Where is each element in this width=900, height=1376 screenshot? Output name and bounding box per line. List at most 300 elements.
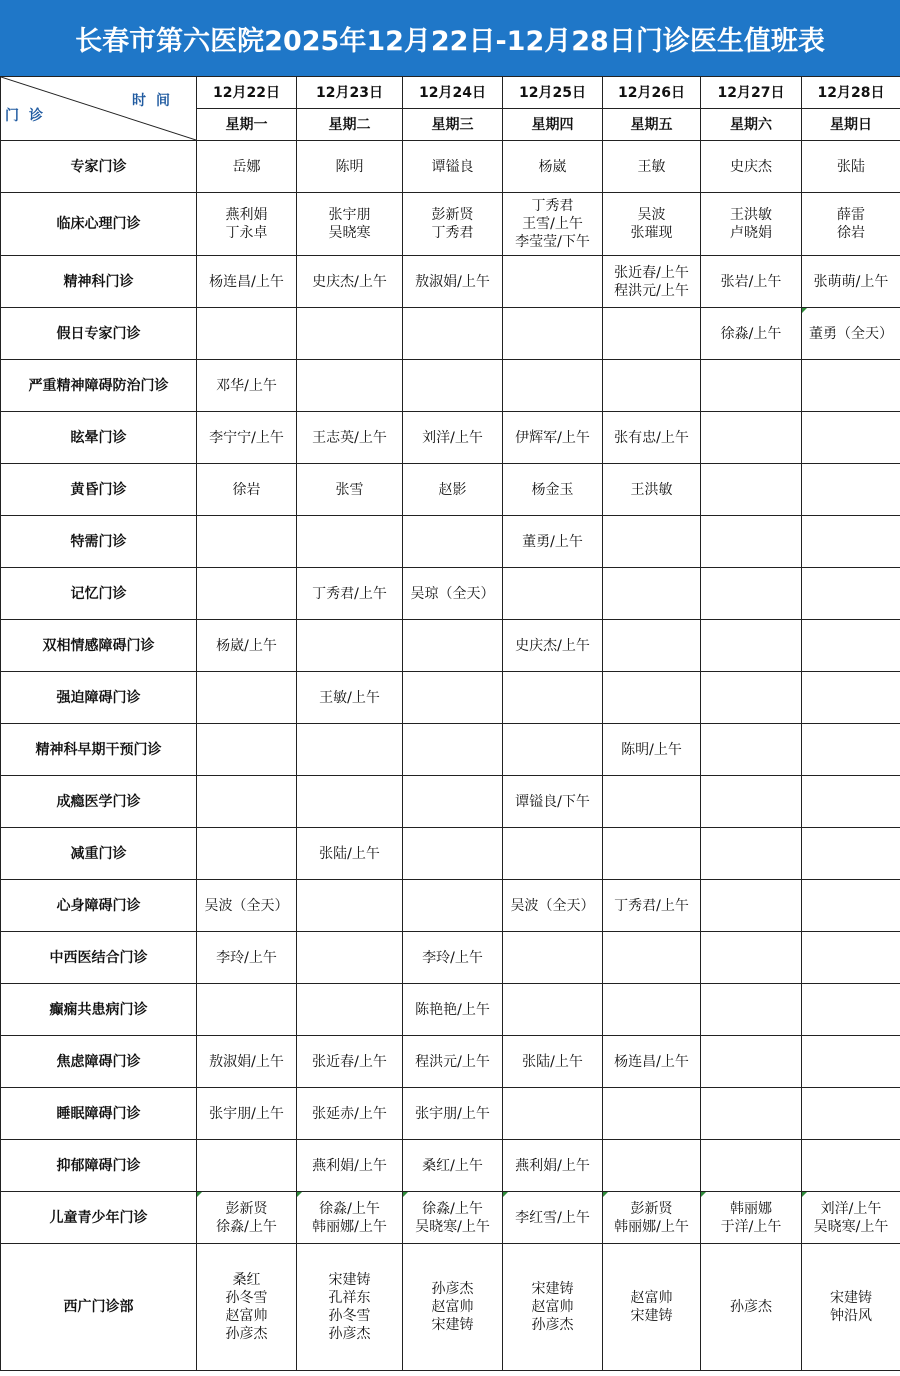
schedule-cell bbox=[603, 672, 701, 724]
schedule-cell bbox=[802, 1088, 900, 1140]
doctor-entry: 丁秀君 bbox=[531, 198, 574, 214]
schedule-cell bbox=[503, 828, 603, 880]
clinic-name-cell: 精神科早期干预门诊 bbox=[1, 724, 197, 776]
schedule-cell bbox=[197, 516, 297, 568]
schedule-cell bbox=[503, 880, 603, 932]
schedule-row bbox=[1, 568, 900, 620]
schedule-cell bbox=[197, 776, 297, 828]
schedule-cell bbox=[197, 308, 297, 360]
doctor-entry: 徐淼/上午 bbox=[720, 325, 782, 342]
schedule-cell bbox=[701, 880, 802, 932]
doctor-entry: 张雪 bbox=[335, 481, 364, 498]
schedule-cell bbox=[802, 724, 900, 776]
schedule-cell bbox=[503, 412, 603, 464]
schedule-cell bbox=[701, 932, 802, 984]
doctor-entry: 卢晓娟 bbox=[730, 225, 772, 241]
schedule-cell bbox=[603, 776, 701, 828]
schedule-cell bbox=[197, 1036, 297, 1088]
schedule-cell bbox=[503, 516, 603, 568]
schedule-table bbox=[0, 76, 900, 1371]
schedule-cell bbox=[403, 1088, 503, 1140]
schedule-cell bbox=[503, 1140, 603, 1192]
schedule-cell bbox=[503, 308, 603, 360]
schedule-row bbox=[1, 984, 900, 1036]
schedule-cell bbox=[603, 141, 701, 193]
schedule-cell bbox=[802, 1140, 900, 1192]
doctor-entry: 敖淑娟/上午 bbox=[415, 273, 490, 290]
schedule-cell bbox=[503, 1088, 603, 1140]
schedule-cell bbox=[802, 1192, 900, 1244]
schedule-cell bbox=[297, 724, 403, 776]
doctor-entry: 张璀现 bbox=[630, 225, 673, 241]
doctor-entry: 刘洋/上午 bbox=[422, 429, 483, 446]
schedule-cell bbox=[297, 1244, 403, 1371]
clinic-name-cell: 睡眠障碍门诊 bbox=[1, 1088, 197, 1140]
schedule-cell bbox=[403, 568, 503, 620]
schedule-cell bbox=[197, 724, 297, 776]
schedule-cell bbox=[197, 672, 297, 724]
doctor-entry: 韩丽娜/上午 bbox=[312, 1218, 387, 1235]
schedule-cell bbox=[403, 464, 503, 516]
doctor-entry: 杨连昌/上午 bbox=[209, 273, 284, 290]
schedule-cell bbox=[701, 568, 802, 620]
schedule-cell bbox=[403, 141, 503, 193]
schedule-cell bbox=[297, 412, 403, 464]
schedule-cell bbox=[503, 1192, 603, 1244]
clinic-name-cell: 双相情感障碍门诊 bbox=[1, 620, 197, 672]
clinic-name-cell: 眩晕门诊 bbox=[1, 412, 197, 464]
schedule-cell bbox=[403, 776, 503, 828]
clinic-name-cell: 儿童青少年门诊 bbox=[1, 1192, 197, 1244]
schedule-cell bbox=[297, 776, 403, 828]
schedule-cell bbox=[802, 360, 900, 412]
weekday-header-cell: 星期五 bbox=[603, 109, 701, 141]
clinic-name-cell: 成瘾医学门诊 bbox=[1, 776, 197, 828]
schedule-cell bbox=[701, 1192, 802, 1244]
schedule-cell bbox=[603, 1244, 701, 1371]
doctor-entry: 王洪敏 bbox=[730, 207, 772, 223]
doctor-entry: 史庆杰 bbox=[730, 158, 772, 175]
weekday-header-cell: 星期一 bbox=[197, 109, 297, 141]
doctor-entry: 王敏/上午 bbox=[319, 689, 380, 706]
doctor-entry: 陈明 bbox=[335, 158, 364, 175]
schedule-cell bbox=[297, 1088, 403, 1140]
schedule-cell bbox=[802, 828, 900, 880]
doctor-entry: 杨崴/上午 bbox=[216, 637, 277, 654]
doctor-entry: 吴波（全天） bbox=[204, 897, 289, 914]
doctor-entry: 彭新贤 bbox=[630, 1200, 673, 1217]
schedule-cell bbox=[701, 620, 802, 672]
clinic-name-cell: 西广门诊部 bbox=[1, 1244, 197, 1371]
clinic-name-cell: 假日专家门诊 bbox=[1, 308, 197, 360]
schedule-cell bbox=[297, 360, 403, 412]
doctor-entry: 赵富帅 bbox=[431, 1299, 474, 1315]
doctor-entry: 张宇朋/上午 bbox=[415, 1105, 490, 1122]
doctor-entry: 张萌萌/上午 bbox=[813, 273, 889, 290]
schedule-cell bbox=[403, 1140, 503, 1192]
doctor-entry: 赵富帅 bbox=[225, 1308, 268, 1324]
schedule-cell bbox=[297, 828, 403, 880]
schedule-cell bbox=[197, 193, 297, 256]
schedule-cell bbox=[403, 1244, 503, 1371]
schedule-cell bbox=[403, 308, 503, 360]
schedule-cell bbox=[503, 464, 603, 516]
schedule-cell bbox=[503, 984, 603, 1036]
doctor-entry: 岳娜 bbox=[232, 158, 261, 175]
doctor-entry: 燕利娟 bbox=[225, 207, 268, 223]
schedule-cell bbox=[503, 724, 603, 776]
schedule-cell bbox=[297, 141, 403, 193]
schedule-cell bbox=[297, 256, 403, 308]
schedule-cell bbox=[603, 880, 701, 932]
schedule-cell bbox=[297, 984, 403, 1036]
doctor-entry: 钟沿风 bbox=[830, 1308, 872, 1324]
doctor-entry: 彭新贤 bbox=[431, 207, 474, 223]
schedule-row bbox=[1, 1036, 900, 1088]
schedule-row bbox=[1, 828, 900, 880]
doctor-entry: 张陆/上午 bbox=[522, 1053, 583, 1070]
doctor-entry: 伊辉军/上午 bbox=[515, 429, 590, 446]
schedule-row bbox=[1, 141, 900, 193]
schedule-row bbox=[1, 516, 900, 568]
doctor-entry: 邓华/上午 bbox=[216, 377, 277, 394]
schedule-row bbox=[1, 360, 900, 412]
schedule-cell bbox=[603, 568, 701, 620]
schedule-cell bbox=[603, 360, 701, 412]
schedule-cell bbox=[603, 464, 701, 516]
schedule-cell bbox=[701, 193, 802, 256]
schedule-cell bbox=[802, 516, 900, 568]
doctor-entry: 杨崴 bbox=[538, 158, 567, 175]
schedule-cell bbox=[503, 568, 603, 620]
schedule-cell bbox=[403, 984, 503, 1036]
schedule-cell bbox=[603, 256, 701, 308]
schedule-cell bbox=[503, 776, 603, 828]
clinic-name-cell: 焦虑障碍门诊 bbox=[1, 1036, 197, 1088]
doctor-entry: 吴晓寒/上午 bbox=[813, 1218, 889, 1235]
doctor-entry: 赵富帅 bbox=[630, 1290, 673, 1306]
doctor-entry: 赵影 bbox=[438, 481, 467, 498]
schedule-cell bbox=[802, 412, 900, 464]
schedule-cell bbox=[603, 412, 701, 464]
schedule-cell bbox=[503, 620, 603, 672]
date-header-cell: 12月23日 bbox=[297, 77, 403, 109]
schedule-cell bbox=[403, 412, 503, 464]
schedule-cell bbox=[297, 1192, 403, 1244]
clinic-name-cell: 严重精神障碍防治门诊 bbox=[1, 360, 197, 412]
doctor-entry: 孙彦杰 bbox=[328, 1326, 371, 1342]
schedule-cell bbox=[701, 984, 802, 1036]
doctor-entry: 史庆杰/上午 bbox=[515, 637, 590, 654]
doctor-entry: 史庆杰/上午 bbox=[312, 273, 387, 290]
doctor-entry: 孙冬雪 bbox=[328, 1308, 371, 1324]
doctor-entry: 徐淼/上午 bbox=[216, 1218, 277, 1235]
schedule-cell bbox=[197, 828, 297, 880]
date-header-cell: 12月22日 bbox=[197, 77, 297, 109]
weekday-header-cell: 星期二 bbox=[297, 109, 403, 141]
schedule-cell bbox=[603, 308, 701, 360]
schedule-cell bbox=[297, 880, 403, 932]
doctor-entry: 张近春/上午 bbox=[614, 264, 689, 281]
doctor-entry: 宋建铸 bbox=[328, 1272, 371, 1288]
doctor-entry: 彭新贤 bbox=[225, 1200, 268, 1217]
schedule-row bbox=[1, 932, 900, 984]
corner-time-label: 时间 bbox=[132, 93, 180, 109]
schedule-cell bbox=[197, 1140, 297, 1192]
clinic-name-cell: 专家门诊 bbox=[1, 141, 197, 193]
weekday-header-cell: 星期三 bbox=[403, 109, 503, 141]
schedule-cell bbox=[701, 776, 802, 828]
doctor-entry: 燕利娟/上午 bbox=[312, 1157, 387, 1174]
schedule-row bbox=[1, 776, 900, 828]
schedule-cell bbox=[701, 1088, 802, 1140]
schedule-row bbox=[1, 1140, 900, 1192]
schedule-cell bbox=[403, 828, 503, 880]
schedule-cell bbox=[297, 308, 403, 360]
schedule-cell bbox=[297, 1036, 403, 1088]
doctor-entry: 王雪/上午 bbox=[522, 216, 583, 232]
schedule-cell bbox=[297, 193, 403, 256]
clinic-name-cell: 临床心理门诊 bbox=[1, 193, 197, 256]
clinic-name-cell: 精神科门诊 bbox=[1, 256, 197, 308]
clinic-name-cell: 特需门诊 bbox=[1, 516, 197, 568]
schedule-cell bbox=[503, 360, 603, 412]
schedule-row bbox=[1, 412, 900, 464]
doctor-entry: 杨金玉 bbox=[531, 481, 574, 498]
doctor-entry: 吴波（全天） bbox=[510, 897, 595, 914]
clinic-name-cell: 强迫障碍门诊 bbox=[1, 672, 197, 724]
schedule-cell bbox=[802, 932, 900, 984]
schedule-cell bbox=[701, 828, 802, 880]
schedule-row bbox=[1, 193, 900, 256]
doctor-entry: 丁永卓 bbox=[225, 225, 268, 241]
corner-header-cell bbox=[1, 77, 197, 141]
schedule-cell bbox=[297, 464, 403, 516]
schedule-cell bbox=[603, 932, 701, 984]
schedule-cell bbox=[802, 256, 900, 308]
schedule-cell bbox=[701, 360, 802, 412]
schedule-cell bbox=[297, 932, 403, 984]
clinic-name-cell: 抑郁障碍门诊 bbox=[1, 1140, 197, 1192]
doctor-entry: 王敏 bbox=[637, 158, 666, 175]
schedule-row bbox=[1, 1244, 900, 1371]
schedule-cell bbox=[403, 724, 503, 776]
schedule-row bbox=[1, 1088, 900, 1140]
doctor-entry: 刘洋/上午 bbox=[820, 1200, 882, 1217]
schedule-row bbox=[1, 724, 900, 776]
clinic-name-cell: 减重门诊 bbox=[1, 828, 197, 880]
doctor-entry: 宋建铸 bbox=[431, 1317, 474, 1333]
doctor-entry: 张陆 bbox=[837, 158, 865, 175]
doctor-entry: 丁秀君/上午 bbox=[614, 897, 689, 914]
doctor-entry: 宋建铸 bbox=[630, 1308, 673, 1324]
schedule-cell bbox=[701, 724, 802, 776]
date-header-cell: 12月24日 bbox=[403, 77, 503, 109]
schedule-row bbox=[1, 672, 900, 724]
schedule-cell bbox=[197, 1192, 297, 1244]
doctor-entry: 宋建铸 bbox=[830, 1290, 872, 1306]
schedule-cell bbox=[802, 1036, 900, 1088]
doctor-entry: 吴晓寒 bbox=[328, 225, 371, 241]
schedule-cell bbox=[197, 360, 297, 412]
date-header-cell: 12月28日 bbox=[802, 77, 900, 109]
schedule-cell bbox=[403, 1192, 503, 1244]
doctor-entry: 于洋/上午 bbox=[720, 1218, 782, 1235]
schedule-cell bbox=[701, 672, 802, 724]
schedule-cell bbox=[701, 1244, 802, 1371]
doctor-entry: 王洪敏 bbox=[630, 481, 673, 498]
doctor-entry: 孙彦杰 bbox=[730, 1299, 772, 1315]
doctor-entry: 韩丽娜/上午 bbox=[614, 1218, 689, 1235]
doctor-entry: 张延赤/上午 bbox=[312, 1105, 387, 1122]
doctor-entry: 张有忠/上午 bbox=[614, 429, 689, 446]
doctor-entry: 孙彦杰 bbox=[431, 1281, 474, 1297]
schedule-cell bbox=[297, 568, 403, 620]
doctor-entry: 李玲/上午 bbox=[422, 949, 483, 966]
schedule-cell bbox=[503, 1036, 603, 1088]
doctor-entry: 孔祥东 bbox=[328, 1290, 371, 1306]
doctor-entry: 敖淑娟/上午 bbox=[209, 1053, 284, 1070]
doctor-entry: 陈明/上午 bbox=[621, 741, 682, 758]
doctor-entry: 程洪元/上午 bbox=[415, 1053, 490, 1070]
schedule-cell bbox=[603, 828, 701, 880]
schedule-cell bbox=[197, 1244, 297, 1371]
doctor-entry: 徐岩 bbox=[837, 225, 865, 241]
schedule-cell bbox=[297, 1140, 403, 1192]
schedule-cell bbox=[197, 620, 297, 672]
date-header-row bbox=[1, 77, 900, 109]
schedule-cell bbox=[802, 1244, 900, 1371]
doctor-entry: 王志英/上午 bbox=[312, 429, 387, 446]
doctor-entry: 徐淼/上午 bbox=[422, 1200, 483, 1217]
doctor-entry: 张宇朋 bbox=[328, 207, 371, 223]
doctor-entry: 徐淼/上午 bbox=[319, 1200, 380, 1217]
schedule-cell bbox=[603, 1192, 701, 1244]
schedule-cell bbox=[197, 880, 297, 932]
schedule-row bbox=[1, 464, 900, 516]
schedule-cell bbox=[503, 193, 603, 256]
schedule-cell bbox=[403, 193, 503, 256]
doctor-entry: 程洪元/上午 bbox=[614, 282, 689, 299]
schedule-cell bbox=[197, 464, 297, 516]
schedule-cell bbox=[503, 141, 603, 193]
schedule-cell bbox=[197, 256, 297, 308]
clinic-name-cell: 心身障碍门诊 bbox=[1, 880, 197, 932]
clinic-name-cell: 中西医结合门诊 bbox=[1, 932, 197, 984]
schedule-cell bbox=[197, 568, 297, 620]
schedule-row bbox=[1, 620, 900, 672]
schedule-cell bbox=[503, 672, 603, 724]
schedule-cell bbox=[603, 724, 701, 776]
doctor-entry: 张宇朋/上午 bbox=[209, 1105, 284, 1122]
doctor-entry: 董勇（全天） bbox=[809, 325, 893, 342]
doctor-entry: 孙彦杰 bbox=[225, 1326, 268, 1342]
doctor-entry: 谭镒良 bbox=[431, 158, 474, 175]
doctor-entry: 韩丽娜 bbox=[730, 1200, 772, 1217]
schedule-cell bbox=[403, 516, 503, 568]
schedule-cell bbox=[197, 984, 297, 1036]
doctor-entry: 吴琼（全天） bbox=[410, 585, 495, 602]
doctor-entry: 吴晓寒/上午 bbox=[415, 1218, 490, 1235]
schedule-cell bbox=[297, 516, 403, 568]
schedule-cell bbox=[403, 360, 503, 412]
schedule-cell bbox=[297, 672, 403, 724]
schedule-cell bbox=[701, 1036, 802, 1088]
schedule-cell bbox=[802, 880, 900, 932]
schedule-cell bbox=[503, 932, 603, 984]
schedule-cell bbox=[197, 141, 297, 193]
schedule-row bbox=[1, 256, 900, 308]
doctor-entry: 董勇/上午 bbox=[522, 533, 583, 550]
date-header-cell: 12月26日 bbox=[603, 77, 701, 109]
schedule-cell bbox=[701, 141, 802, 193]
doctor-entry: 孙彦杰 bbox=[531, 1317, 574, 1333]
schedule-cell bbox=[403, 672, 503, 724]
date-header-cell: 12月25日 bbox=[503, 77, 603, 109]
doctor-entry: 燕利娟/上午 bbox=[515, 1157, 590, 1174]
schedule-cell bbox=[403, 1036, 503, 1088]
schedule-row bbox=[1, 880, 900, 932]
schedule-cell bbox=[403, 620, 503, 672]
doctor-entry: 薛雷 bbox=[837, 207, 865, 223]
schedule-cell bbox=[802, 141, 900, 193]
doctor-entry: 李红雪/上午 bbox=[515, 1209, 590, 1226]
doctor-entry: 张岩/上午 bbox=[720, 273, 782, 290]
clinic-name-cell: 记忆门诊 bbox=[1, 568, 197, 620]
schedule-cell bbox=[603, 620, 701, 672]
schedule-cell bbox=[701, 1140, 802, 1192]
schedule-cell bbox=[802, 308, 900, 360]
schedule-cell bbox=[802, 776, 900, 828]
schedule-cell bbox=[802, 464, 900, 516]
schedule-cell bbox=[701, 412, 802, 464]
schedule-cell bbox=[802, 672, 900, 724]
schedule-cell bbox=[403, 256, 503, 308]
doctor-entry: 杨连昌/上午 bbox=[614, 1053, 689, 1070]
schedule-cell bbox=[701, 256, 802, 308]
doctor-entry: 张近春/上午 bbox=[312, 1053, 387, 1070]
doctor-entry: 李玲/上午 bbox=[216, 949, 277, 966]
doctor-entry: 丁秀君/上午 bbox=[312, 585, 387, 602]
schedule-cell bbox=[603, 1036, 701, 1088]
schedule-cell bbox=[503, 256, 603, 308]
schedule-cell bbox=[802, 620, 900, 672]
schedule-cell bbox=[197, 1088, 297, 1140]
weekday-header-cell: 星期六 bbox=[701, 109, 802, 141]
schedule-cell bbox=[603, 1088, 701, 1140]
weekday-header-cell: 星期日 bbox=[802, 109, 900, 141]
doctor-entry: 宋建铸 bbox=[531, 1281, 574, 1297]
schedule-cell bbox=[701, 516, 802, 568]
doctor-entry: 桑红/上午 bbox=[422, 1157, 483, 1174]
doctor-entry: 李莹莹/下午 bbox=[515, 234, 590, 250]
page-title: 长春市第六医院2025年12月22日-12月28日门诊医生值班表 bbox=[0, 0, 900, 76]
schedule-cell bbox=[603, 984, 701, 1036]
schedule-cell bbox=[603, 516, 701, 568]
schedule-cell bbox=[197, 412, 297, 464]
schedule-row bbox=[1, 1192, 900, 1244]
schedule-cell bbox=[403, 932, 503, 984]
schedule-cell bbox=[297, 620, 403, 672]
doctor-entry: 丁秀君 bbox=[431, 225, 474, 241]
schedule-cell bbox=[802, 193, 900, 256]
schedule-cell bbox=[701, 464, 802, 516]
schedule-cell bbox=[503, 1244, 603, 1371]
schedule-cell bbox=[701, 308, 802, 360]
schedule-cell bbox=[197, 932, 297, 984]
doctor-entry: 徐岩 bbox=[232, 481, 261, 498]
doctor-entry: 桑红 bbox=[232, 1272, 261, 1288]
